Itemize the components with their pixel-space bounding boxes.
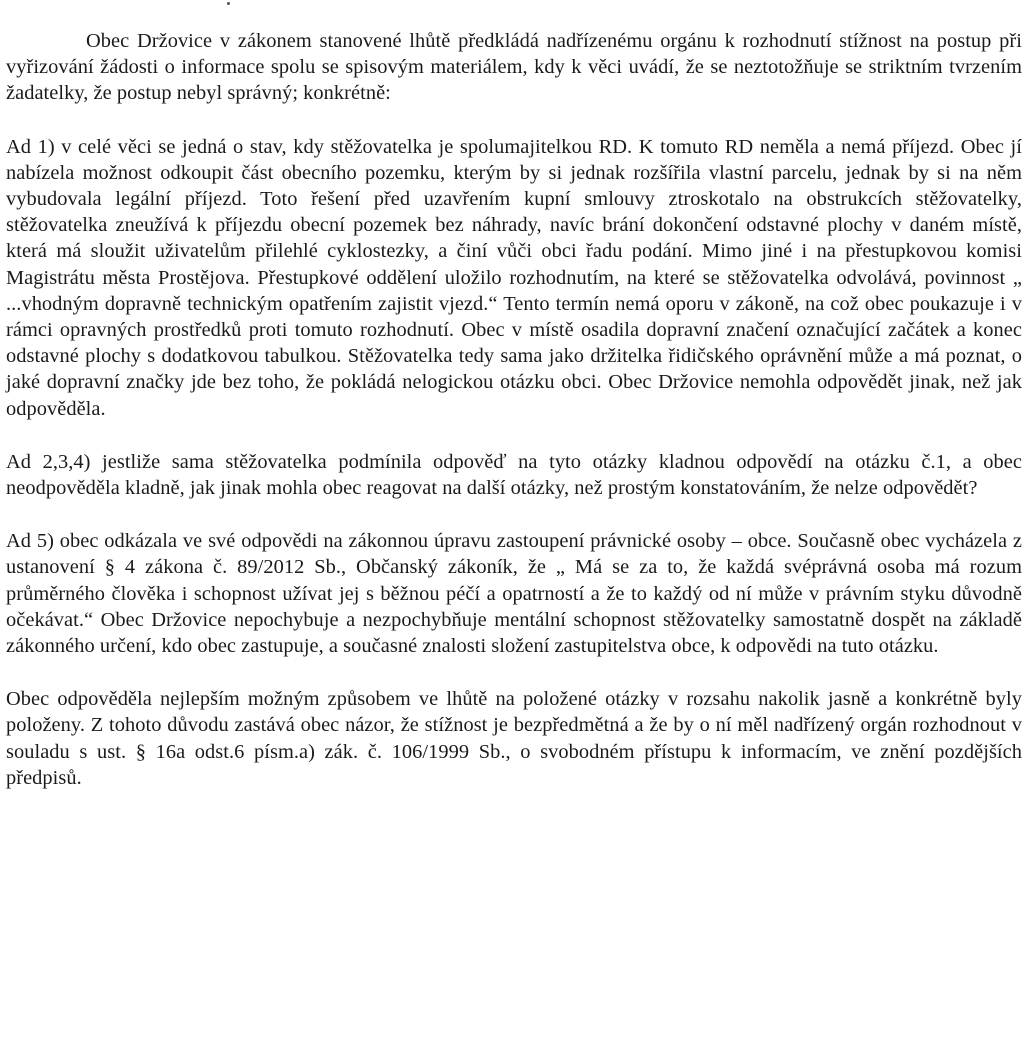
document-body — [6, 28, 1022, 791]
paragraph-conclusion: Obec odpověděla nejlepším možným způsobem ve lhůtě na položené otázky v rozsahu nakolik jasně a konkrétně byly položeny. Z tohoto důvodu zastává obec názor, že stížnost je bezpředmětná a že by o ní měl nadřízený orgán rozhodnout v souladu s ust. § 16a odst.6 písm.a) zák. č. 106/1999 Sb., o svobodném přístupu k informacím, ve znění pozdějších předpisů. — [6, 688, 1022, 789]
paragraph-ad-1: Ad 1) v celé věci se jedná o stav, kdy stěžovatelka je spolumajitelkou RD. K tomuto RD neměla a nemá příjezd. Obec jí nabízela možnost odkoupit část obecního pozemku, kterým by si jednak rozšířila vlastní parcelu, jednak by si na něm vybudovala legální příjezd. Toto řešení před uzavřením kupní smlouvy ztroskotalo na obstrukcích stěžovatelky, stěžovatelka zneužívá k příjezdu obecní pozemek bez náhrady, navíc brání dokončení odstavné plochy v daném místě, která má sloužit uživatelům přilehlé cyklostezky, a činí vůči obci řadu podání. Mimo jiné i na přestupkovou komisi Magistrátu města Prostějova. Přestupkové oddělení uložilo rozhodnutím, na které se stěžovatelka odvolává, povinnost „ ...vhodným dopravně technickým opatřením zajistit vjezd.“ Tento termín nemá oporu v zákoně, na což obec poukazuje i v rámci opravných prostředků proti tomuto rozhodnutí. Obec v místě osadila dopravní značení označující začátek a konec odstavné plochy s dodatkovou tabulkou. Stěžovatelka tedy sama jako držitelka řidičského oprávnění může a má poznat, o jaké dopravní značky jde bez toho, že pokládá nelogickou otázku obci. Obec Držovice nemohla odpovědět jinak, než jak odpověděla. — [6, 135, 1022, 420]
paragraph-ad-2-3-4: Ad 2,3,4) jestliže sama stěžovatelka podmínila odpověď na tyto otázky kladnou odpovědí na otázku č.1, a obec neodpověděla kladně, jak jinak mohla obec reagovat na další otázky, než prostým konstatováním, že nelze odpovědět? — [6, 450, 1022, 500]
scan-speck — [227, 2, 230, 5]
paragraph-ad-5: Ad 5) obec odkázala ve své odpovědi na zákonnou úpravu zastoupení právnické osoby – obce. Současně obec vycházela z ustanovení § 4 zákona č. 89/2012 Sb., Občanský zákoník, že „ Má se za to, že každá svéprávná osoba má rozum průměrného člověka i schopnost užívat jej s běžnou péčí a opatrností a že to každý od ní může v právním styku důvodně očekávat.“ Obec Držovice nepochybuje a nezpochybňuje mentální schopnost stěžovatelky samostatně dospět na základě zákonného určení, kdo obec zastupuje, a současné znalosti složení zastupitelstva obce, k odpovědi na tuto otázku. — [6, 530, 1022, 658]
paragraph-intro: Obec Držovice v zákonem stanovené lhůtě předkládá nadřízenému orgánu k rozhodnutí stížnost na postup při vyřizování žádosti o informace spolu se spisovým materiálem, kdy k věci uvádí, že se neztotožňuje se striktním tvrzením žadatelky, že postup nebyl správný; konkrétně: — [6, 30, 1022, 105]
